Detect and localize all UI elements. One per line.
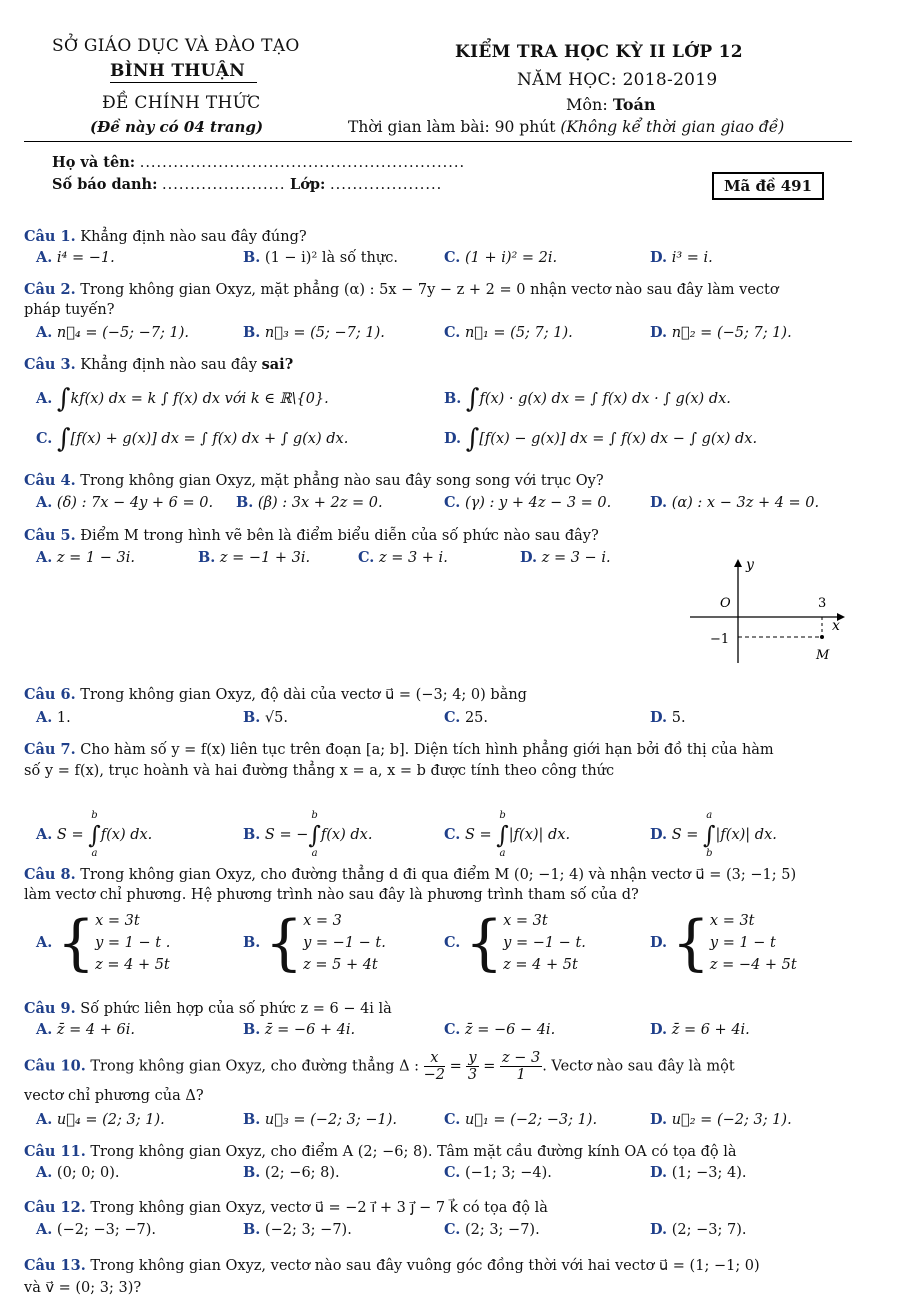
question-10-line2: vectơ chỉ phương của Δ? [24,1088,204,1104]
question-5: Câu 5. Điểm M trong hình vẽ bên là điểm biểu diễn của số phức nào sau đây? [24,527,599,544]
sbd-dots: ...................... [162,177,286,193]
complex-plane-figure [690,555,850,665]
q2-option-a[interactable]: A. n⃗₄ = (−5; −7; 1). [36,324,190,341]
q2-option-c[interactable]: C. n⃗₁ = (5; 7; 1). [444,324,573,341]
q12-option-c[interactable]: C. (2; 3; −7). [444,1221,540,1238]
q11-option-d[interactable]: D. (1; −3; 4). [650,1164,747,1181]
school-year: NĂM HỌC: 2018-2019 [517,70,718,90]
question-2: Câu 2. Trong không gian Oxyz, mặt phẳng (α) : 5x − 7y − z + 2 = 0 nhận vectơ nào sau đây làm vectơ [24,281,779,298]
q4-option-a[interactable]: A. (δ) : 7x − 4y + 6 = 0. [36,494,214,511]
q7-option-b[interactable]: B. S = − b ∫ a f(x) dx. [243,810,373,859]
question-6: Câu 6. Trong không gian Oxyz, độ dài của vectơ u⃗ = (−3; 4; 0) bằng [24,686,527,703]
q12-option-b[interactable]: B. (−2; 3; −7). [243,1221,352,1238]
subject-value: Toán [612,95,656,114]
q8-option-c[interactable]: C. { x = 3t y = −1 − t. z = 4 + 5t [444,908,586,978]
q1-option-a[interactable]: A. i⁴ = −1. [36,249,115,266]
question-1: Câu 1. Khẳng định nào sau đây đúng? [24,228,307,245]
q3-option-d[interactable]: D. ∫[f(x) − g(x)] dx = ∫ f(x) dx − ∫ g(x) dx. [444,424,758,454]
province-underline [110,82,257,83]
question-2-line2: pháp tuyến? [24,302,115,318]
q8-option-b[interactable]: B. { x = 3 y = −1 − t. z = 5 + 4t [243,908,386,978]
time-line [348,118,784,136]
q3-option-a[interactable]: A. ∫kf(x) dx = k ∫ f(x) dx với k ∈ ℝ\{0}. [36,384,329,414]
q5-option-a[interactable]: A. z = 1 − 3i. [36,549,135,566]
q6-option-d[interactable]: D. 5. [650,709,686,726]
q12-option-a[interactable]: A. (−2; −3; −7). [36,1221,156,1238]
subject-line [566,95,656,114]
q4-option-c[interactable]: C. (γ) : y + 4z − 3 = 0. [444,494,612,511]
q9-option-c[interactable]: C. z̄ = −6 − 4i. [444,1021,556,1038]
q6-option-b[interactable]: B. √5. [243,709,288,726]
class-label: Lớp: [290,176,326,193]
tick-3-label: 3 [818,596,827,611]
q5-option-b[interactable]: B. z = −1 + 3i. [198,549,311,566]
q4-option-b[interactable]: B. (β) : 3x + 2z = 0. [236,494,383,511]
q10-option-b[interactable]: B. u⃗₃ = (−2; 3; −1). [243,1111,398,1128]
question-4: Câu 4. Trong không gian Oxyz, mặt phẳng nào sau đây song song với trục Oy? [24,472,604,489]
q9-option-a[interactable]: A. z̄ = 4 + 6i. [36,1021,135,1038]
q3-option-c[interactable]: C. ∫[f(x) + g(x)] dx = ∫ f(x) dx + ∫ g(x) dx. [36,424,349,454]
q4-option-d[interactable]: D. (α) : x − 3z + 4 = 0. [650,494,820,511]
question-9: Câu 9. Số phức liên hợp của số phức z = 6 − 4i là [24,1000,392,1017]
q1-option-b[interactable]: B. (1 − i)² là số thực. [243,249,398,266]
question-8-line2: làm vectơ chỉ phương. Hệ phương trình nào sau đây là phương trình tham số của d? [24,887,639,903]
x-axis-label: x [832,618,840,634]
q9-option-b[interactable]: B. z̄ = −6 + 4i. [243,1021,356,1038]
q10-option-d[interactable]: D. u⃗₂ = (−2; 3; 1). [650,1111,792,1128]
time-note: (Không kể thời gian giao đề) [560,118,785,136]
question-12: Câu 12. Trong không gian Oxyz, vectơ u⃗ = −2 i⃗ + 3 j⃗ − 7 k⃗ có tọa độ là [24,1199,548,1216]
time-label: Thời gian làm bài: 90 phút [348,118,556,136]
q11-option-a[interactable]: A. (0; 0; 0). [36,1164,120,1181]
official-label: ĐỀ CHÍNH THỨC [102,93,261,113]
sbd-field [52,176,442,193]
name-field [52,154,465,171]
exam-code-box: Mã đề 491 [712,172,824,200]
q8-option-a[interactable]: A. { x = 3t y = 1 − t . z = 4 + 5t [36,908,171,978]
q11-option-b[interactable]: B. (2; −6; 8). [243,1164,340,1181]
dept-name: SỞ GIÁO DỤC VÀ ĐÀO TẠO [52,36,300,56]
question-3: Câu 3. Khẳng định nào sau đây sai? [24,356,294,373]
exam-title: KIỂM TRA HỌC KỲ II LỚP 12 [455,42,743,62]
header-divider [24,141,852,142]
question-8: Câu 8. Trong không gian Oxyz, cho đường thẳng d đi qua điểm M (0; −1; 4) và nhận vectơ u⃗ = (3; −1; 5) [24,866,797,883]
tick-minus-1-label: −1 [710,632,730,647]
question-13-line2: và v⃗ = (0; 3; 3)? [24,1280,142,1296]
question-7: Câu 7. Cho hàm số y = f(x) liên tục trên đoạn [a; b]. Diện tích hình phẳng giới hạn bởi đồ thị của hàm [24,741,774,758]
q2-option-b[interactable]: B. n⃗₃ = (5; −7; 1). [243,324,385,341]
q12-option-d[interactable]: D. (2; −3; 7). [650,1221,747,1238]
q6-option-a[interactable]: A. 1. [36,709,71,726]
page-count: (Đề này có 04 trang) [90,118,264,136]
sbd-label: Số báo danh: [52,176,158,193]
province-name: BÌNH THUẬN [110,61,246,81]
q10-option-c[interactable]: C. u⃗₁ = (−2; −3; 1). [444,1111,598,1128]
q9-option-d[interactable]: D. z̄ = 6 + 4i. [650,1021,750,1038]
q10-option-a[interactable]: A. u⃗₄ = (2; 3; 1). [36,1111,165,1128]
q6-option-c[interactable]: C. 25. [444,709,489,726]
question-10: Câu 10. Trong không gian Oxyz, cho đường thẳng Δ : $\frac{x}{-2}$ = $\frac{y}{3}$ = $\frac{z - 3}{1}$ . Vectơ nào sau đây là một [24,1050,735,1083]
q1-option-c[interactable]: C. (1 + i)² = 2i. [444,249,558,266]
q5-option-d[interactable]: D. z = 3 − i. [520,549,611,566]
class-dots: .................... [330,177,443,193]
point-m [820,635,824,639]
subject-label: Môn: [566,95,608,114]
q7-option-c[interactable]: C. S = b ∫ a |f(x)| dx. [444,810,571,859]
question-13: Câu 13. Trong không gian Oxyz, vectơ nào sau đây vuông góc đồng thời với hai vectơ u⃗ = (1; −1; 0) [24,1257,760,1274]
q1-option-d[interactable]: D. i³ = i. [650,249,713,266]
q8-option-d[interactable]: D. { x = 3t y = 1 − t z = −4 + 5t [650,908,797,978]
y-axis-label: y [746,557,754,573]
q5-option-c[interactable]: C. z = 3 + i. [358,549,448,566]
name-dots: .......................................................... [139,155,466,171]
point-m-label: M [816,648,830,663]
question-11: Câu 11. Trong không gian Oxyz, cho điểm A (2; −6; 8). Tâm mặt cầu đường kính OA có tọa độ là [24,1143,737,1160]
q7-option-d[interactable]: D. S = a ∫ b |f(x)| dx. [650,810,777,859]
q3-option-b[interactable]: B. ∫f(x) · g(x) dx = ∫ f(x) dx · ∫ g(x) dx. [444,384,731,414]
q2-option-d[interactable]: D. n⃗₂ = (−5; 7; 1). [650,324,792,341]
y-axis-arrow [734,559,742,567]
name-label: Họ và tên: [52,154,136,171]
q7-option-a[interactable]: A. S = b ∫ a f(x) dx. [36,810,153,859]
origin-label: O [720,596,731,611]
q11-option-c[interactable]: C. (−1; 3; −4). [444,1164,552,1181]
question-7-line2: số y = f(x), trục hoành và hai đường thẳng x = a, x = b được tính theo công thức [24,763,615,779]
